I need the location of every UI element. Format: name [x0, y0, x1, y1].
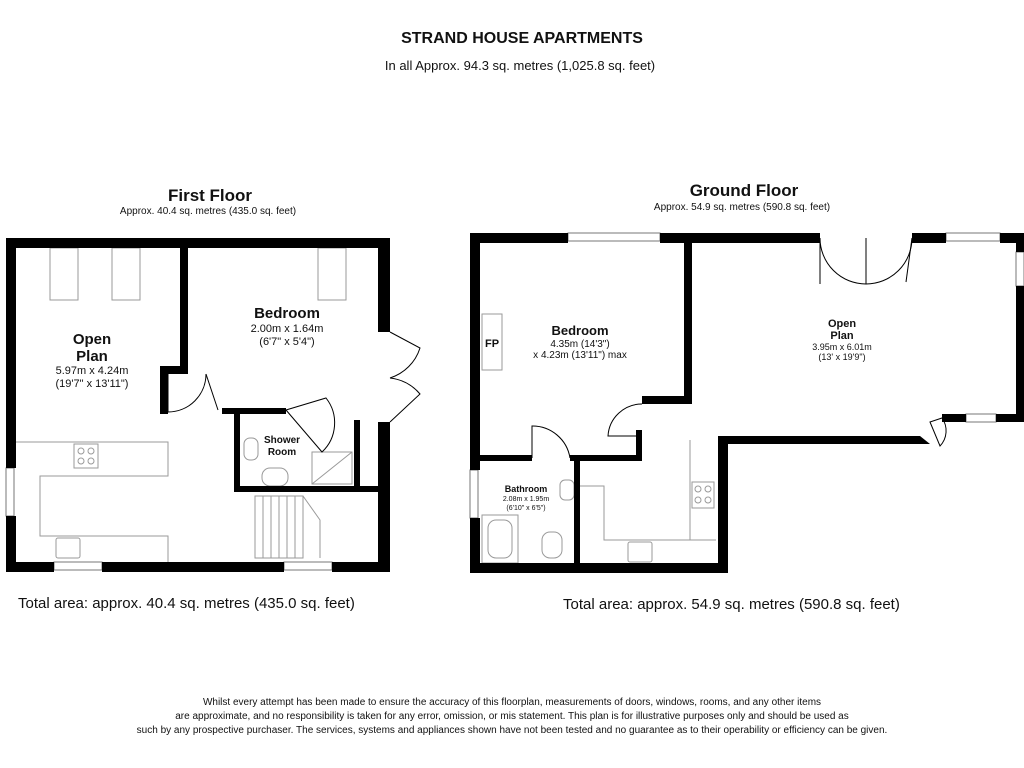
fixtures: [14, 248, 716, 563]
door-swing: [532, 426, 570, 458]
room-name-open-plan-first: Open: [72, 331, 112, 348]
bath-icon: [482, 515, 518, 563]
door-swing: [168, 374, 206, 412]
first-floor-title: First Floor: [167, 186, 253, 205]
window: [568, 233, 660, 241]
fireplace-label: FP: [484, 338, 500, 350]
room-name-bathroom: Bathroom: [504, 484, 548, 494]
first-floor-total-area: Total area: approx. 40.4 sq. metres (435.0 sq. feet): [18, 595, 355, 612]
room-name-bedroom-ground: Bedroom: [551, 323, 609, 338]
toilet-icon: [542, 532, 562, 558]
kitchen-sink-icon: [56, 538, 80, 558]
disclaimer-line: Whilst every attempt has been made to ensure the accuracy of this floorplan, measurements of doors, windows, rooms, and any other items: [202, 697, 822, 708]
disclaimer: [102, 696, 922, 738]
hob-icon: [74, 444, 98, 468]
skylight: [318, 248, 346, 300]
room-dimensions-metric: 2.00m x 1.64m: [250, 323, 324, 335]
room-dimensions-metric: 3.95m x 6.01m: [812, 342, 872, 352]
room-dimensions-imperial: (19'7" x 13'11"): [55, 378, 129, 390]
door-swing: [390, 378, 420, 422]
document-title: STRAND HOUSE APARTMENTS: [401, 30, 643, 47]
window: [6, 468, 14, 516]
ground-floor-total-area: Total area: approx. 54.9 sq. metres (590.8 sq. feet): [563, 596, 900, 613]
room-name-shower-room: Shower: [263, 435, 301, 446]
room-name-open-plan-ground: Open: [827, 318, 857, 330]
room-name-bedroom-first: Bedroom: [254, 305, 320, 322]
ground-floor-title: Ground Floor: [689, 181, 799, 200]
door-swing: [930, 418, 946, 446]
window: [946, 233, 1000, 241]
room-name-open-plan-ground-2: Plan: [830, 330, 854, 342]
window: [470, 470, 478, 518]
window: [966, 414, 996, 422]
kitchen-counter: [14, 442, 168, 562]
french-door: [866, 238, 912, 284]
window: [54, 562, 102, 570]
window: [284, 562, 332, 570]
room-name-open-plan-first-2: Plan: [76, 348, 108, 365]
basin-icon: [244, 438, 258, 460]
disclaimer-line: are approximate, and no responsibility is taken for any error, omission, or mis statement. This plan is for illustrative purposes only and should be used as: [175, 711, 849, 722]
room-name-shower-room-2: Room: [267, 447, 297, 458]
kitchen-counter: [580, 486, 716, 540]
skylight: [50, 248, 78, 300]
basin-icon: [560, 480, 574, 500]
window: [1016, 252, 1024, 286]
room-dimensions-metric: 2.08m x 1.95m: [502, 496, 550, 503]
toilet-icon: [262, 468, 288, 486]
first-floor-area: Approx. 40.4 sq. metres (435.0 sq. feet): [119, 206, 297, 217]
document-subtitle: In all Approx. 94.3 sq. metres (1,025.8 sq. feet): [384, 58, 656, 73]
room-dimensions-metric: 5.97m x 4.24m: [55, 365, 129, 377]
disclaimer-line: such by any prospective purchaser. The services, systems and appliances shown have not been tested and no guarantee as to their operability or efficiency can be given.: [136, 725, 888, 736]
room-dimensions-imperial: (6'10" x 6'5"): [506, 505, 546, 512]
room-dimensions-imperial: (13' x 19'9"): [818, 352, 866, 362]
room-dimensions-metric: 4.35m (14'3"): [550, 339, 610, 350]
french-door: [820, 238, 866, 284]
ground-floor-area: Approx. 54.9 sq. metres (590.8 sq. feet): [653, 202, 831, 213]
room-dimensions-imperial: (6'7" x 5'4"): [259, 336, 315, 348]
room-dimensions-imperial: x 4.23m (13'11") max: [533, 350, 627, 361]
door-swing: [390, 332, 420, 378]
kitchen-sink-icon: [628, 542, 652, 562]
skylight: [112, 248, 140, 300]
hob-icon: [692, 482, 714, 508]
